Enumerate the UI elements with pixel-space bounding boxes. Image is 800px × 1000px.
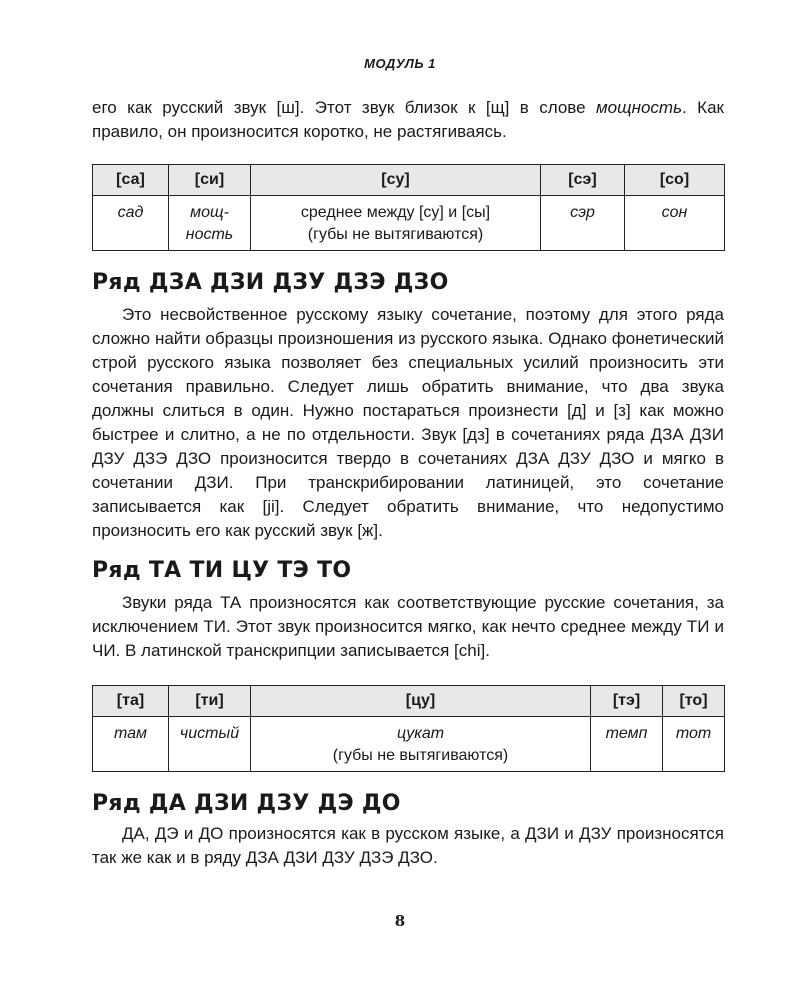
table-cell: темп <box>591 717 663 772</box>
table-cell <box>251 717 591 772</box>
table-header-cell: [то] <box>663 686 725 717</box>
section-heading: Ряд ТА ТИ ЦУ ТЭ ТО <box>92 558 352 583</box>
table-header-row <box>93 686 725 717</box>
table-header-row <box>93 165 725 196</box>
word-part: мощ- <box>190 204 229 221</box>
syllable-table-sa <box>92 164 725 251</box>
table-header-cell: [су] <box>251 165 541 196</box>
table-cell <box>169 196 251 251</box>
intro-emphasis: мощность <box>596 98 683 117</box>
table-cell: чистый <box>169 717 251 772</box>
table-cell: сон <box>625 196 725 251</box>
table-header-cell: [са] <box>93 165 169 196</box>
table-cell <box>251 196 541 251</box>
table-cell: тот <box>663 717 725 772</box>
running-title: МОДУЛЬ 1 <box>364 56 436 71</box>
table-cell: сад <box>93 196 169 251</box>
cell-line: среднее между [су] и [сы] <box>300 204 491 221</box>
section-paragraph: ДА, ДЭ и ДО произносятся как в русском языке, а ДЗИ и ДЗУ произносятся так же как и в ряду ДЗА ДЗИ ДЗУ ДЗЭ ДЗО. <box>92 824 724 867</box>
page-content <box>92 96 724 870</box>
page-number: 8 <box>394 912 406 930</box>
intro-paragraph <box>92 96 724 144</box>
table-header-cell: [со] <box>625 165 725 196</box>
table-header-cell: [сэ] <box>541 165 625 196</box>
table-cell: там <box>93 717 169 772</box>
cell-note: (губы не вытягиваются) <box>332 747 509 764</box>
table-header-cell: [ти] <box>169 686 251 717</box>
table-header-cell: [тэ] <box>591 686 663 717</box>
section-heading: Ряд ДА ДЗИ ДЗУ ДЭ ДО <box>92 791 401 816</box>
section-paragraph: Это несвойственное русскому языку сочетание, поэтому для этого ряда сложно найти образцы произношения из русского языка. Однако фонетический строй русского языка позволяет без специальных усилий произносить эти сочетания правильно. Следует лишь обратить внимание, что два звука должны слиться в один. Нужно постараться произнести [д] и [з] как можно быстрее и слитно, а не по отдельности. Звук [дз] в сочетаниях ряда ДЗА ДЗИ ДЗУ ДЗЭ ДЗО произносится твердо в сочетаниях ДЗА ДЗУ ДЗО и мягко в сочетании ДЗИ. При транскрибировании латиницей, это сочетание записывается как [ji]. Следует обратить внимание, что недопустимо произносить его как русский звук [ж]. <box>92 305 724 540</box>
section-paragraph: Звуки ряда ТА произносятся как соответствующие русские сочетания, за исключением ТИ. Этот звук произносится мягко, как нечто среднее между ТИ и ЧИ. В латинской транскрипции записывается [chi]. <box>92 593 724 660</box>
table-header-cell: [та] <box>93 686 169 717</box>
word-part: ность <box>185 226 234 243</box>
table-row <box>93 717 725 772</box>
table-header-cell: [си] <box>169 165 251 196</box>
syllable-table-ta <box>92 685 725 772</box>
table-row <box>93 196 725 251</box>
cell-word: цукат <box>396 725 445 742</box>
table-cell: сэр <box>541 196 625 251</box>
section-heading: Ряд ДЗА ДЗИ ДЗУ ДЗЭ ДЗО <box>92 270 449 295</box>
intro-text-after: . Как правило, он произносится коротко, не растягиваясь. <box>92 98 724 141</box>
table-header-cell: [цу] <box>251 686 591 717</box>
cell-note: (губы не вытягиваются) <box>307 226 484 243</box>
intro-text-before: его как русский звук [ш]. Этот звук близок к [щ] в слове <box>92 98 597 117</box>
